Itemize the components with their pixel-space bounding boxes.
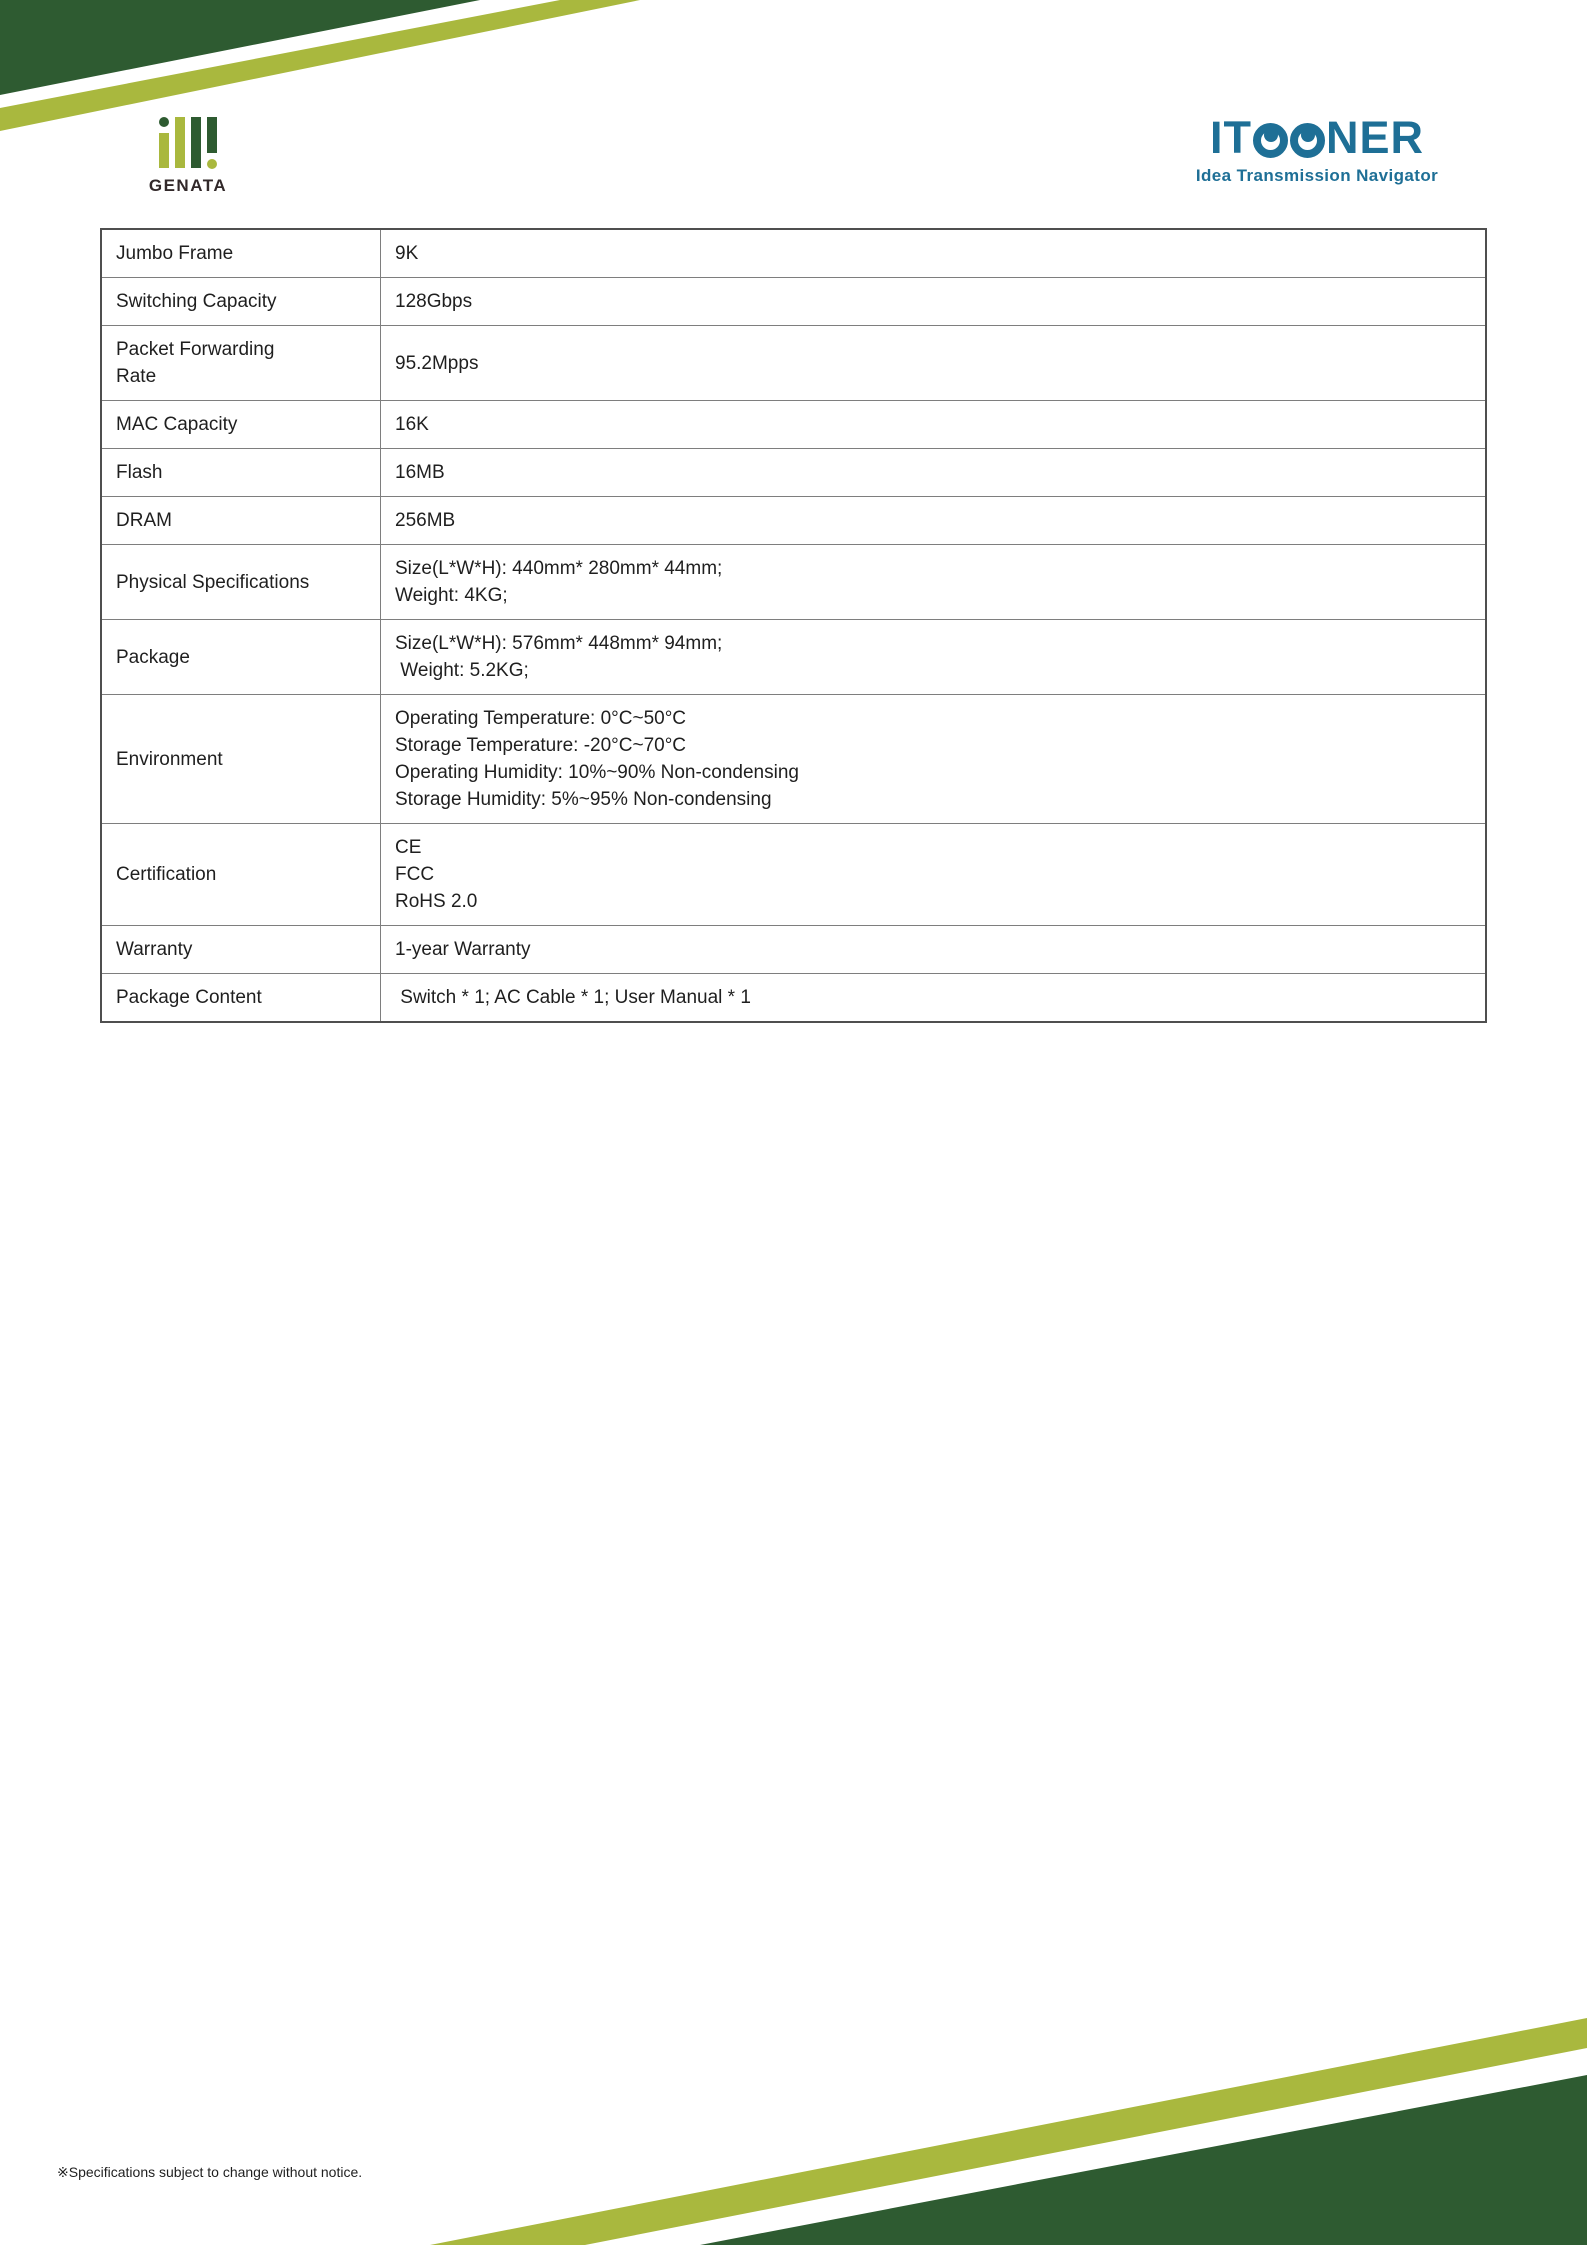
itooner-wordmark	[1183, 112, 1451, 163]
logo-bar-exclamation-icon	[207, 117, 217, 169]
table-row	[101, 824, 1486, 926]
logo-stem	[207, 117, 217, 153]
spec-value-cell: Switch * 1; AC Cable * 1; User Manual * 1	[381, 974, 1487, 1023]
spec-label-cell: Packet Forwarding Rate	[101, 326, 381, 401]
footnote: ※Specifications subject to change without notice.	[57, 2164, 363, 2180]
spec-value-cell: Size(L*W*H): 576mm* 448mm* 94mm; Weight: 5.2KG;	[381, 620, 1487, 695]
spec-value-cell: 16MB	[381, 449, 1487, 497]
wordmark-left-text: IT	[1209, 112, 1252, 163]
spec-value-cell: 16K	[381, 401, 1487, 449]
logo-dot	[159, 117, 169, 127]
logo-stem	[159, 133, 169, 168]
spec-value-cell: Size(L*W*H): 440mm* 280mm* 44mm; Weight: 4KG;	[381, 545, 1487, 620]
genata-logo	[140, 117, 236, 196]
genata-logomark-icon	[140, 117, 236, 169]
spec-table	[100, 228, 1487, 1023]
eye-pupil-icon	[1264, 128, 1278, 142]
logo-bar-i-icon	[159, 117, 169, 168]
spec-label-cell: Environment	[101, 695, 381, 824]
table-row	[101, 620, 1486, 695]
spec-label-cell: Warranty	[101, 926, 381, 974]
table-row	[101, 326, 1486, 401]
table-row	[101, 545, 1486, 620]
spec-label-cell: Package Content	[101, 974, 381, 1023]
spec-label-cell: DRAM	[101, 497, 381, 545]
spec-value-cell: CE FCC RoHS 2.0	[381, 824, 1487, 926]
footer-dark-green-triangle	[700, 2075, 1587, 2245]
eye-pupil-icon	[1301, 128, 1315, 142]
table-row	[101, 229, 1486, 278]
eye-o-icon	[1253, 123, 1288, 158]
spec-label-cell: Flash	[101, 449, 381, 497]
wordmark-right-text: NER	[1325, 112, 1424, 163]
header-diagonal-stripes	[0, 0, 1587, 220]
spec-label-cell: Jumbo Frame	[101, 229, 381, 278]
spec-label-cell: Certification	[101, 824, 381, 926]
table-row	[101, 278, 1486, 326]
table-row	[101, 695, 1486, 824]
spec-value-cell: Operating Temperature: 0°C~50°C Storage Temperature: -20°C~70°C Operating Humidity: 10%~90% Non-condensing Storage Humidity: 5%~95% Non-condensing	[381, 695, 1487, 824]
table-row	[101, 497, 1486, 545]
logo-dot	[207, 159, 217, 169]
spec-label-cell: Switching Capacity	[101, 278, 381, 326]
itooner-tagline: Idea Transmission Navigator	[1195, 166, 1439, 185]
footer-diagonal-stripes	[0, 2005, 1587, 2245]
table-row	[101, 401, 1486, 449]
spec-value-cell: 95.2Mpps	[381, 326, 1487, 401]
genata-brand-name: GENATA	[148, 176, 228, 195]
logo-stem	[175, 117, 185, 168]
logo-bar-l2-icon	[191, 117, 201, 168]
spec-label-cell: Package	[101, 620, 381, 695]
spec-value-cell: 9K	[381, 229, 1487, 278]
logo-bar-l1-icon	[175, 117, 185, 168]
spec-value-cell: 128Gbps	[381, 278, 1487, 326]
table-row	[101, 926, 1486, 974]
eye-o-icon	[1290, 123, 1325, 158]
spec-value-cell: 256MB	[381, 497, 1487, 545]
table-row	[101, 974, 1486, 1023]
spec-value-cell: 1-year Warranty	[381, 926, 1487, 974]
logo-stem	[191, 117, 201, 168]
table-row	[101, 449, 1486, 497]
spec-label-cell: MAC Capacity	[101, 401, 381, 449]
itooner-logo	[1183, 112, 1451, 186]
spec-label-cell: Physical Specifications	[101, 545, 381, 620]
